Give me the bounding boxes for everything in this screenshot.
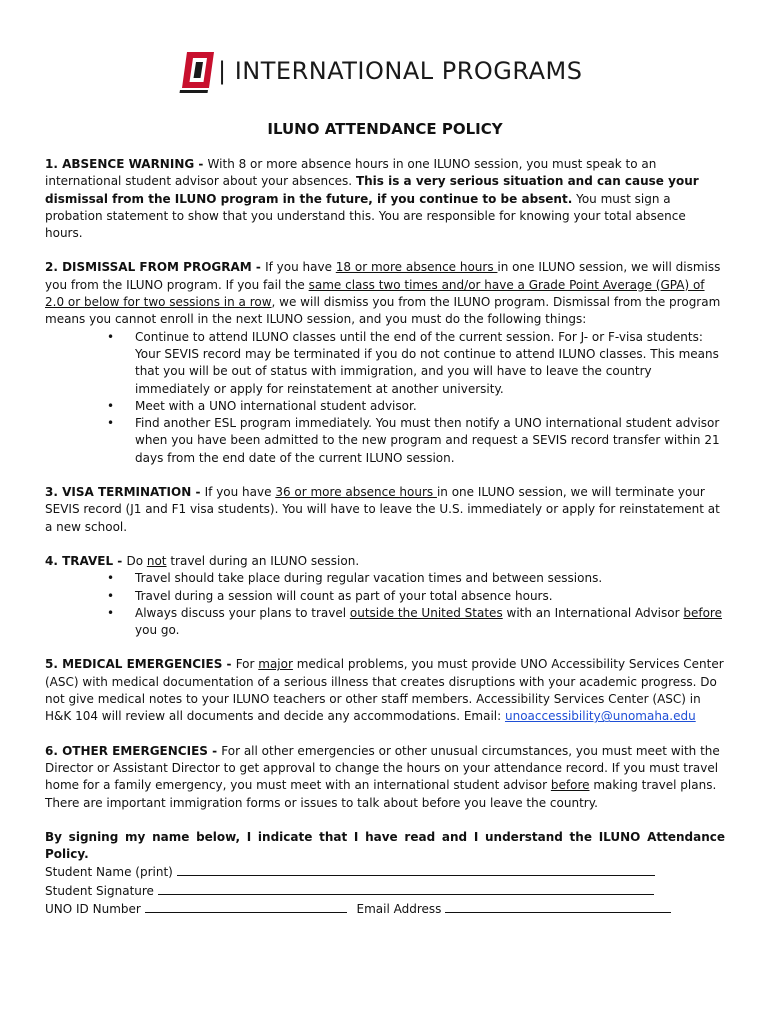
section-absence-warning — [45, 156, 725, 242]
list-item: • Meet with a UNO international student advisor. — [107, 398, 725, 415]
student-name-row — [45, 863, 725, 881]
section-dismissal — [45, 259, 725, 467]
section-text: For all other emergencies or other unusual circumstances, you must meet with the Director or Assistant Director to get approval to change the hours on your attendance record. If you must travel home for a family emergency, you must meet with an international student advisor — [45, 743, 720, 793]
email-address-field[interactable] — [445, 900, 671, 913]
section-heading: 1. ABSENCE WARNING - — [45, 157, 208, 171]
list-item — [107, 605, 725, 640]
underlined-text: major — [258, 657, 293, 672]
uno-id-field[interactable] — [145, 900, 347, 913]
student-name-label: Student Name (print) — [45, 865, 173, 880]
accessibility-email-link[interactable]: unoaccessibility@unomaha.edu — [504, 709, 696, 724]
list-item: • Find another ESL program immediately. You must then notify a UNO international student advisor when you have been admitted to the new program and request a SEVIS record transfer within 21 days from the end date of the current ILUNO session. — [107, 415, 725, 467]
list-item: • Continue to attend ILUNO classes until the end of the current session. For J- or F-visa students: Your SEVIS record may be terminated if you do not continue to attend ILUNO classes. This means that you will be out of status with immigration, and you will have to leave the country immediately or apply for reinstatement at another university. — [107, 329, 725, 398]
section-text: Do — [126, 553, 147, 568]
underlined-text: outside the United States — [349, 605, 503, 620]
list-text: Always discuss your plans to travel — [135, 605, 350, 620]
email-address-label: Email Address — [356, 901, 442, 916]
section-text: For — [235, 657, 259, 672]
section-text: If you have — [204, 485, 276, 500]
section-other-emergencies — [45, 743, 725, 812]
underlined-text: before — [683, 605, 722, 620]
list-item: • Travel during a session will count as part of your total absence hours. — [107, 588, 725, 605]
org-title: | INTERNATIONAL PROGRAMS — [218, 57, 583, 85]
uno-id-label: UNO ID Number — [45, 901, 141, 916]
section-text: medical problems, you must provide UNO Accessibility Services Center (ASC) with medical documentation of a serious illness that creates disruptions with your academic progress. Do not give medical notes to your ILUNO teachers or other staff members. Accessibility Services Center (ASC) in H&K 104 will review all documents and decide any accommodations. Email: — [45, 657, 724, 724]
signature-statement: By signing my name below, I indicate that I have read and I understand the ILUNO Attendance Policy. — [45, 829, 725, 862]
section-emphasis: This is a very serious situation and can cause your dismissal from the ILUNO program in the future, if you continue to be absent. — [45, 174, 699, 206]
section-text: making travel plans. There are important immigration forms or issues to talk about before you leave the country. — [45, 778, 717, 810]
student-signature-field[interactable] — [158, 882, 654, 895]
section-travel — [45, 553, 725, 639]
section-heading: 5. MEDICAL EMERGENCIES - — [45, 657, 236, 672]
section-text: If you have — [265, 260, 336, 275]
section-text: in one ILUNO session, we will dismiss you from the ILUNO program. If you fail the — [45, 260, 721, 292]
section-heading: 2. DISMISSAL FROM PROGRAM - — [45, 260, 266, 275]
dismissal-steps-list — [45, 329, 725, 467]
underlined-text: not — [146, 553, 167, 568]
id-email-row — [45, 900, 725, 918]
travel-rules-list — [45, 570, 725, 639]
list-text: you go. — [135, 623, 180, 638]
list-item: • Travel should take place during regular vacation times and between sessions. — [107, 570, 725, 587]
section-text: You must sign a probation statement to show that you understand this. You are responsible for knowing your total absence hours. — [45, 191, 686, 241]
student-signature-row — [45, 882, 725, 900]
underlined-text: 18 or more absence hours — [335, 260, 498, 275]
document-title: ILUNO ATTENDANCE POLICY — [267, 120, 503, 138]
section-heading: 6. OTHER EMERGENCIES - — [45, 743, 222, 758]
policy-body — [45, 156, 725, 918]
section-heading: 4. TRAVEL - — [45, 553, 127, 568]
student-name-field[interactable] — [177, 863, 655, 876]
underlined-text: same class two times and/or have a Grade Point Average (GPA) of 2.0 or below for two sessions in a row — [45, 277, 705, 310]
signature-block — [45, 829, 725, 918]
underlined-text: before — [550, 778, 590, 793]
section-medical-emergencies — [45, 656, 725, 725]
student-signature-label: Student Signature — [45, 883, 154, 898]
section-visa-termination — [45, 484, 725, 536]
section-text: With 8 or more absence hours in one ILUNO session, you must speak to an international student advisor about your absences. — [45, 157, 657, 189]
section-heading: 3. VISA TERMINATION - — [45, 485, 205, 500]
section-text: , we will dismiss you from the ILUNO program. Dismissal from the program means you cannot enroll in the next ILUNO session, and you must do the following things: — [45, 295, 721, 327]
uno-logo-icon — [178, 48, 218, 94]
underlined-text: 36 or more absence hours — [275, 485, 437, 500]
page-header — [178, 48, 582, 94]
section-text: travel during an ILUNO session. — [166, 553, 360, 568]
section-text: in one ILUNO session, we will terminate your SEVIS record (J1 and F1 visa students). You will have to leave the U.S. immediately or apply for reinstatement at a new school. — [45, 485, 720, 534]
list-text: with an International Advisor — [502, 605, 684, 620]
